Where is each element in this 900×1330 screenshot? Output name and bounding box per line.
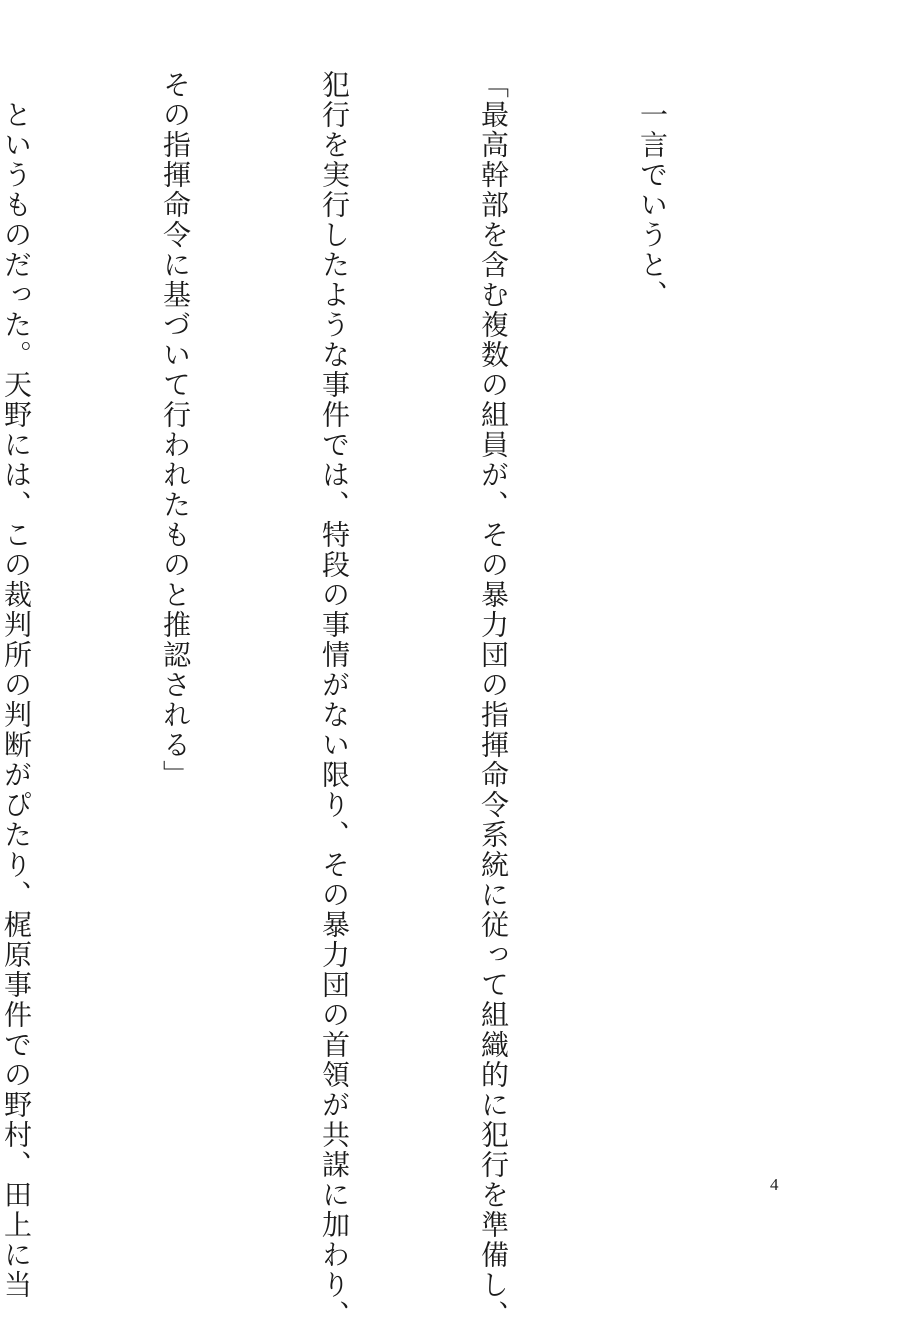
page-number: 4 xyxy=(770,1175,779,1194)
text-line: その指揮命令に基づいて行われたものと推認される」 xyxy=(159,70,192,790)
vertical-text-body xyxy=(0,70,785,1330)
text-line: 一言でいうと、 xyxy=(636,70,669,310)
text-line: 犯行を実行したような事件では、特段の事情がない限り、その暴力団の首領が共謀に加わり、 xyxy=(318,70,351,1330)
text-line: というものだった。天野には、この裁判所の判断がぴたり、梶原事件での野村、田上に当 xyxy=(0,70,33,1300)
text-line: 「最高幹部を含む複数の組員が、その暴力団の指揮命令系統に従って組織的に犯行を準備し、 xyxy=(477,70,510,1330)
